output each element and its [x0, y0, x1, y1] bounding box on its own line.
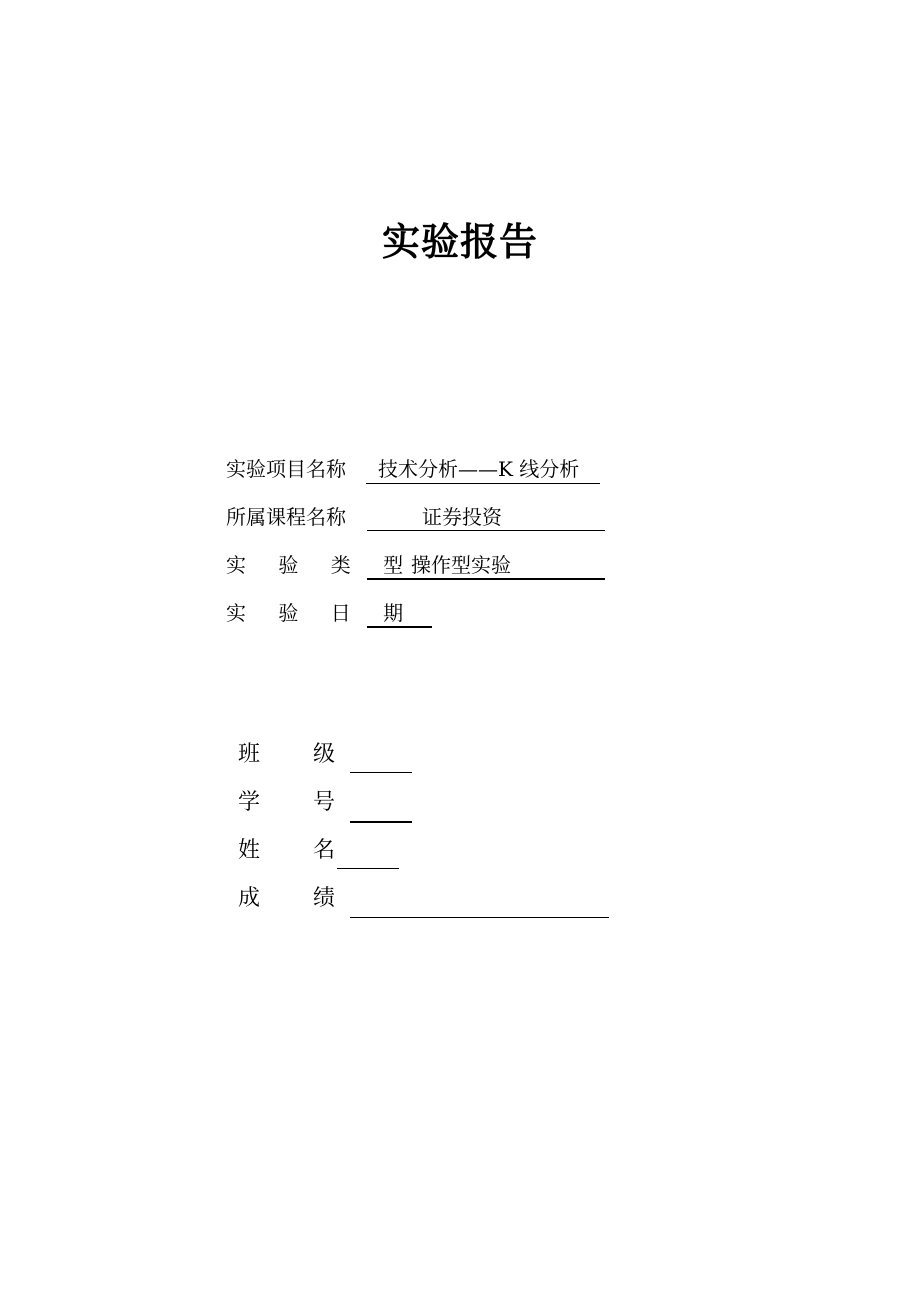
course-name-underline [367, 530, 605, 531]
experiment-date-underline [367, 626, 432, 628]
grade-label-first: 成 [238, 886, 261, 911]
experiment-type-value: 操作型实验 [411, 553, 511, 577]
course-name-label: 所属课程名称 [226, 505, 346, 529]
class-underline [350, 772, 412, 773]
class-label-first: 班 [238, 742, 261, 767]
student-id-label-second: 号 [313, 790, 336, 815]
student-name-label-first: 姓 [238, 838, 261, 863]
student-id-label-first: 学 [238, 790, 261, 815]
class-label-second: 级 [313, 742, 336, 767]
report-title: 实验报告 [381, 220, 538, 264]
student-id-underline [350, 821, 412, 823]
project-name-underline [366, 483, 600, 484]
experiment-type-underline [367, 578, 605, 580]
student-name-underline [337, 868, 399, 869]
experiment-date-label: 实 验 日 期 [226, 601, 417, 625]
grade-underline [350, 917, 609, 918]
experiment-type-label: 实 验 类 型 [226, 553, 417, 577]
student-name-label-second: 名 [313, 838, 336, 863]
grade-label-second: 绩 [313, 886, 336, 911]
project-name-value: 技术分析——K 线分析 [378, 457, 580, 481]
project-name-label: 实验项目名称 [226, 457, 346, 481]
course-name-value: 证券投资 [422, 505, 502, 529]
